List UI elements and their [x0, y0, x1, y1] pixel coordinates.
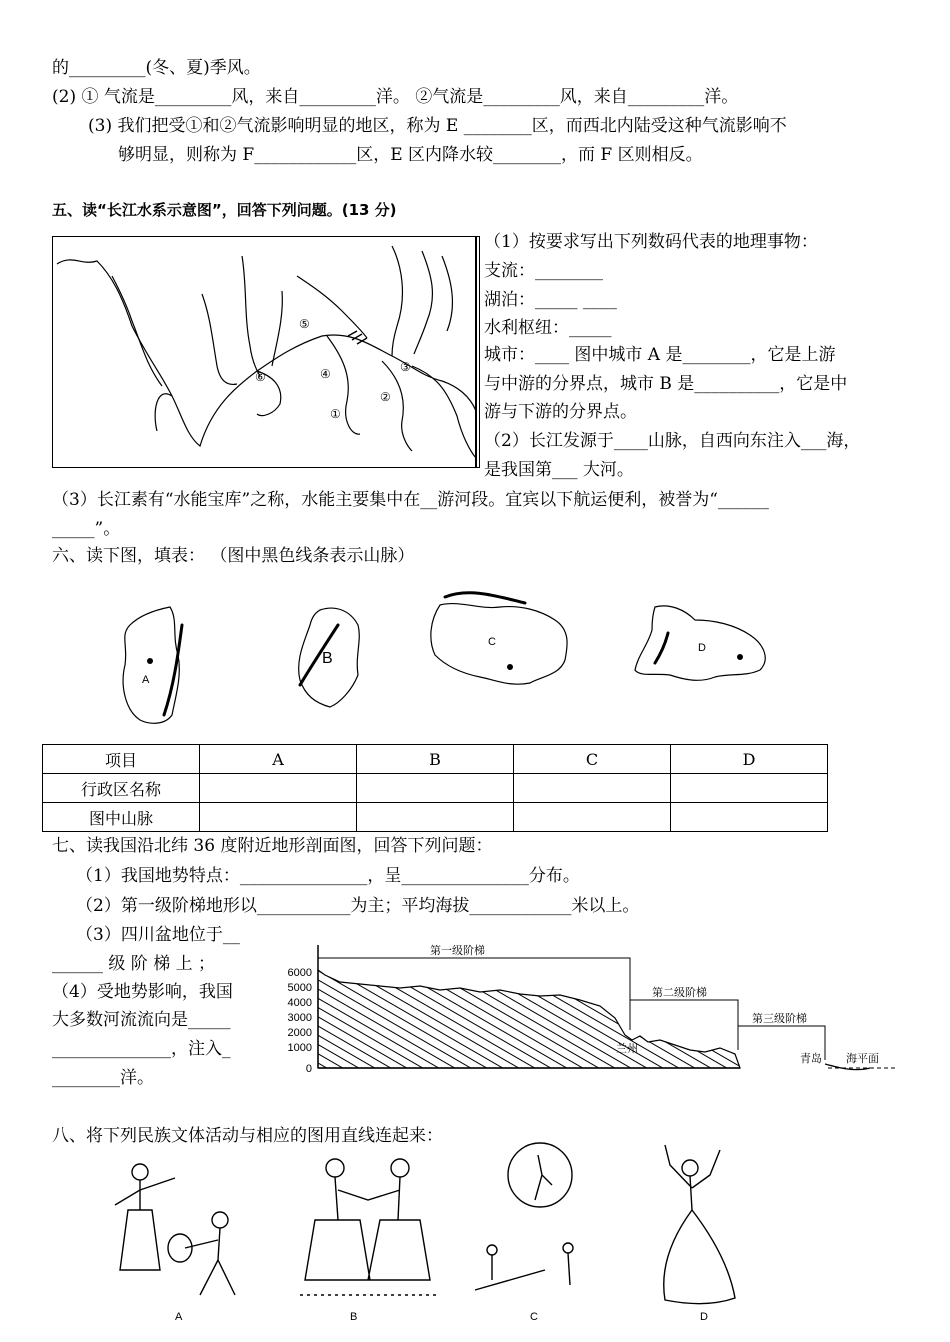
map-num-3: ③ — [400, 360, 411, 374]
table-row — [43, 803, 828, 832]
table-cell[interactable] — [671, 803, 828, 832]
q7-title: 七、读我国沿北纬 36 度附近地形剖面图，回答下列问题： — [52, 836, 493, 856]
q5-line-11: _____”。 — [52, 519, 121, 539]
figure-label-b: B — [350, 1311, 358, 1323]
q5-right-7: 游与下游的分界点。 — [484, 402, 637, 422]
step-3-label: 第三级阶梯 — [752, 1012, 807, 1025]
yangtze-map — [52, 236, 480, 468]
q5-right-9: 是我国第___ 大河。 — [484, 460, 634, 480]
tick-0: 0 — [305, 1063, 312, 1075]
map-num-5: ⑤ — [299, 317, 310, 331]
table-cell[interactable] — [357, 803, 514, 832]
province-label-a: A — [142, 674, 150, 686]
q7-line4d: ________洋。 — [52, 1068, 154, 1088]
q7-line3a: （3）四川盆地位于__ — [76, 925, 240, 945]
figure-label-c: C — [530, 1311, 538, 1323]
figure-label-d: D — [700, 1311, 708, 1323]
q7-line2: （2）第一级阶梯地形以___________为主；平均海拔____________米以上。 — [76, 896, 640, 916]
province-table — [42, 744, 828, 832]
q6-title: 六、读下图，填表： （图中黑色线条表示山脉） — [52, 546, 415, 566]
table-header-row — [43, 745, 828, 774]
province-label-c: C — [488, 636, 496, 648]
map-num-4: ④ — [320, 367, 331, 381]
folk-activity-figures — [100, 1130, 780, 1330]
table-cell[interactable] — [671, 774, 828, 803]
figure-label-a: A — [175, 1311, 183, 1323]
q5-right-6: 与中游的分界点，城市 B 是__________，它是中 — [484, 374, 848, 394]
q4-line3: (3) 我们把受①和②气流影响明显的地区，称为 E ________区，而西北内陆受这种气流影响不 — [88, 116, 787, 136]
q5-right-1: （1）按要求写出下列数码代表的地理事物： — [484, 232, 818, 252]
q5-right-4: 水利枢纽：_____ — [484, 318, 612, 338]
table-row-label: 图中山脉 — [43, 803, 200, 832]
place-lanzhou: 兰州 — [616, 1042, 638, 1055]
table-header-cell: C — [514, 745, 671, 774]
step-1-label: 第一级阶梯 — [430, 944, 485, 957]
table-cell[interactable] — [514, 803, 671, 832]
tick-5000: 5000 — [287, 982, 312, 994]
q8-title: 八、将下列民族文体活动与相应的图用直线连起来： — [52, 1126, 443, 1146]
table-cell[interactable] — [200, 774, 357, 803]
q7-line4b: 大多数河流流向是_____ — [52, 1010, 231, 1030]
terrain-profile — [280, 940, 900, 1080]
tick-3000: 3000 — [287, 1012, 312, 1024]
table-row — [43, 774, 828, 803]
map-num-1: ① — [330, 407, 341, 421]
q7-line4a: （4）受地势影响，我国 — [52, 982, 233, 1002]
q4-line1: 的_________(冬、夏)季风。 — [52, 58, 261, 78]
q5-title: 五、读“长江水系示意图”，回答下列问题。(13 分) — [52, 201, 397, 219]
table-header-cell: 项目 — [43, 745, 200, 774]
table-row-label: 行政区名称 — [43, 774, 200, 803]
q5-line-10: （3）长江素有“水能宝库”之称，水能主要集中在__游河段。宜宾以下航运便利，被誉为“______ — [52, 490, 769, 510]
map-num-6: ⑥ — [255, 370, 266, 384]
tick-4000: 4000 — [287, 997, 312, 1009]
province-label-b: B — [322, 650, 333, 667]
tick-6000: 6000 — [287, 967, 312, 979]
table-cell[interactable] — [514, 774, 671, 803]
province-label-d: D — [698, 642, 706, 654]
table-header-cell: D — [671, 745, 828, 774]
q4-line2: (2) ① 气流是_________风，来自_________洋。 ②气流是_________风，来自_________洋。 — [52, 87, 739, 107]
q5-right-8: （2）长江发源于____山脉，自西向东注入___海， — [484, 431, 861, 451]
step-2-label: 第二级阶梯 — [652, 986, 707, 999]
province-maps — [100, 585, 780, 735]
table-cell[interactable] — [357, 774, 514, 803]
tick-2000: 2000 — [287, 1027, 312, 1039]
map-num-2: ② — [380, 390, 391, 404]
q5-right-5: 城市：____ 图中城市 A 是________，它是上游 — [484, 345, 836, 365]
place-sea-level: 海平面 — [846, 1052, 879, 1065]
place-qingdao: 青岛 — [800, 1052, 822, 1065]
table-header-cell: B — [357, 745, 514, 774]
q7-line4c: ______________，注入_ — [52, 1039, 231, 1059]
table-cell[interactable] — [200, 803, 357, 832]
q5-right-2: 支流：________ — [484, 261, 603, 281]
q7-line3b: ______ 级 阶 梯 上 ； — [52, 954, 216, 974]
q4-line4: 够明显，则称为 F____________区，E 区内降水较________，而 F 区则相反。 — [118, 145, 703, 165]
tick-1000: 1000 — [287, 1042, 312, 1054]
table-header-cell: A — [200, 745, 357, 774]
q7-line1: （1）我国地势特点：_______________，呈_______________分布。 — [76, 866, 580, 886]
q5-right-3: 湖泊：_____ ____ — [484, 290, 617, 310]
